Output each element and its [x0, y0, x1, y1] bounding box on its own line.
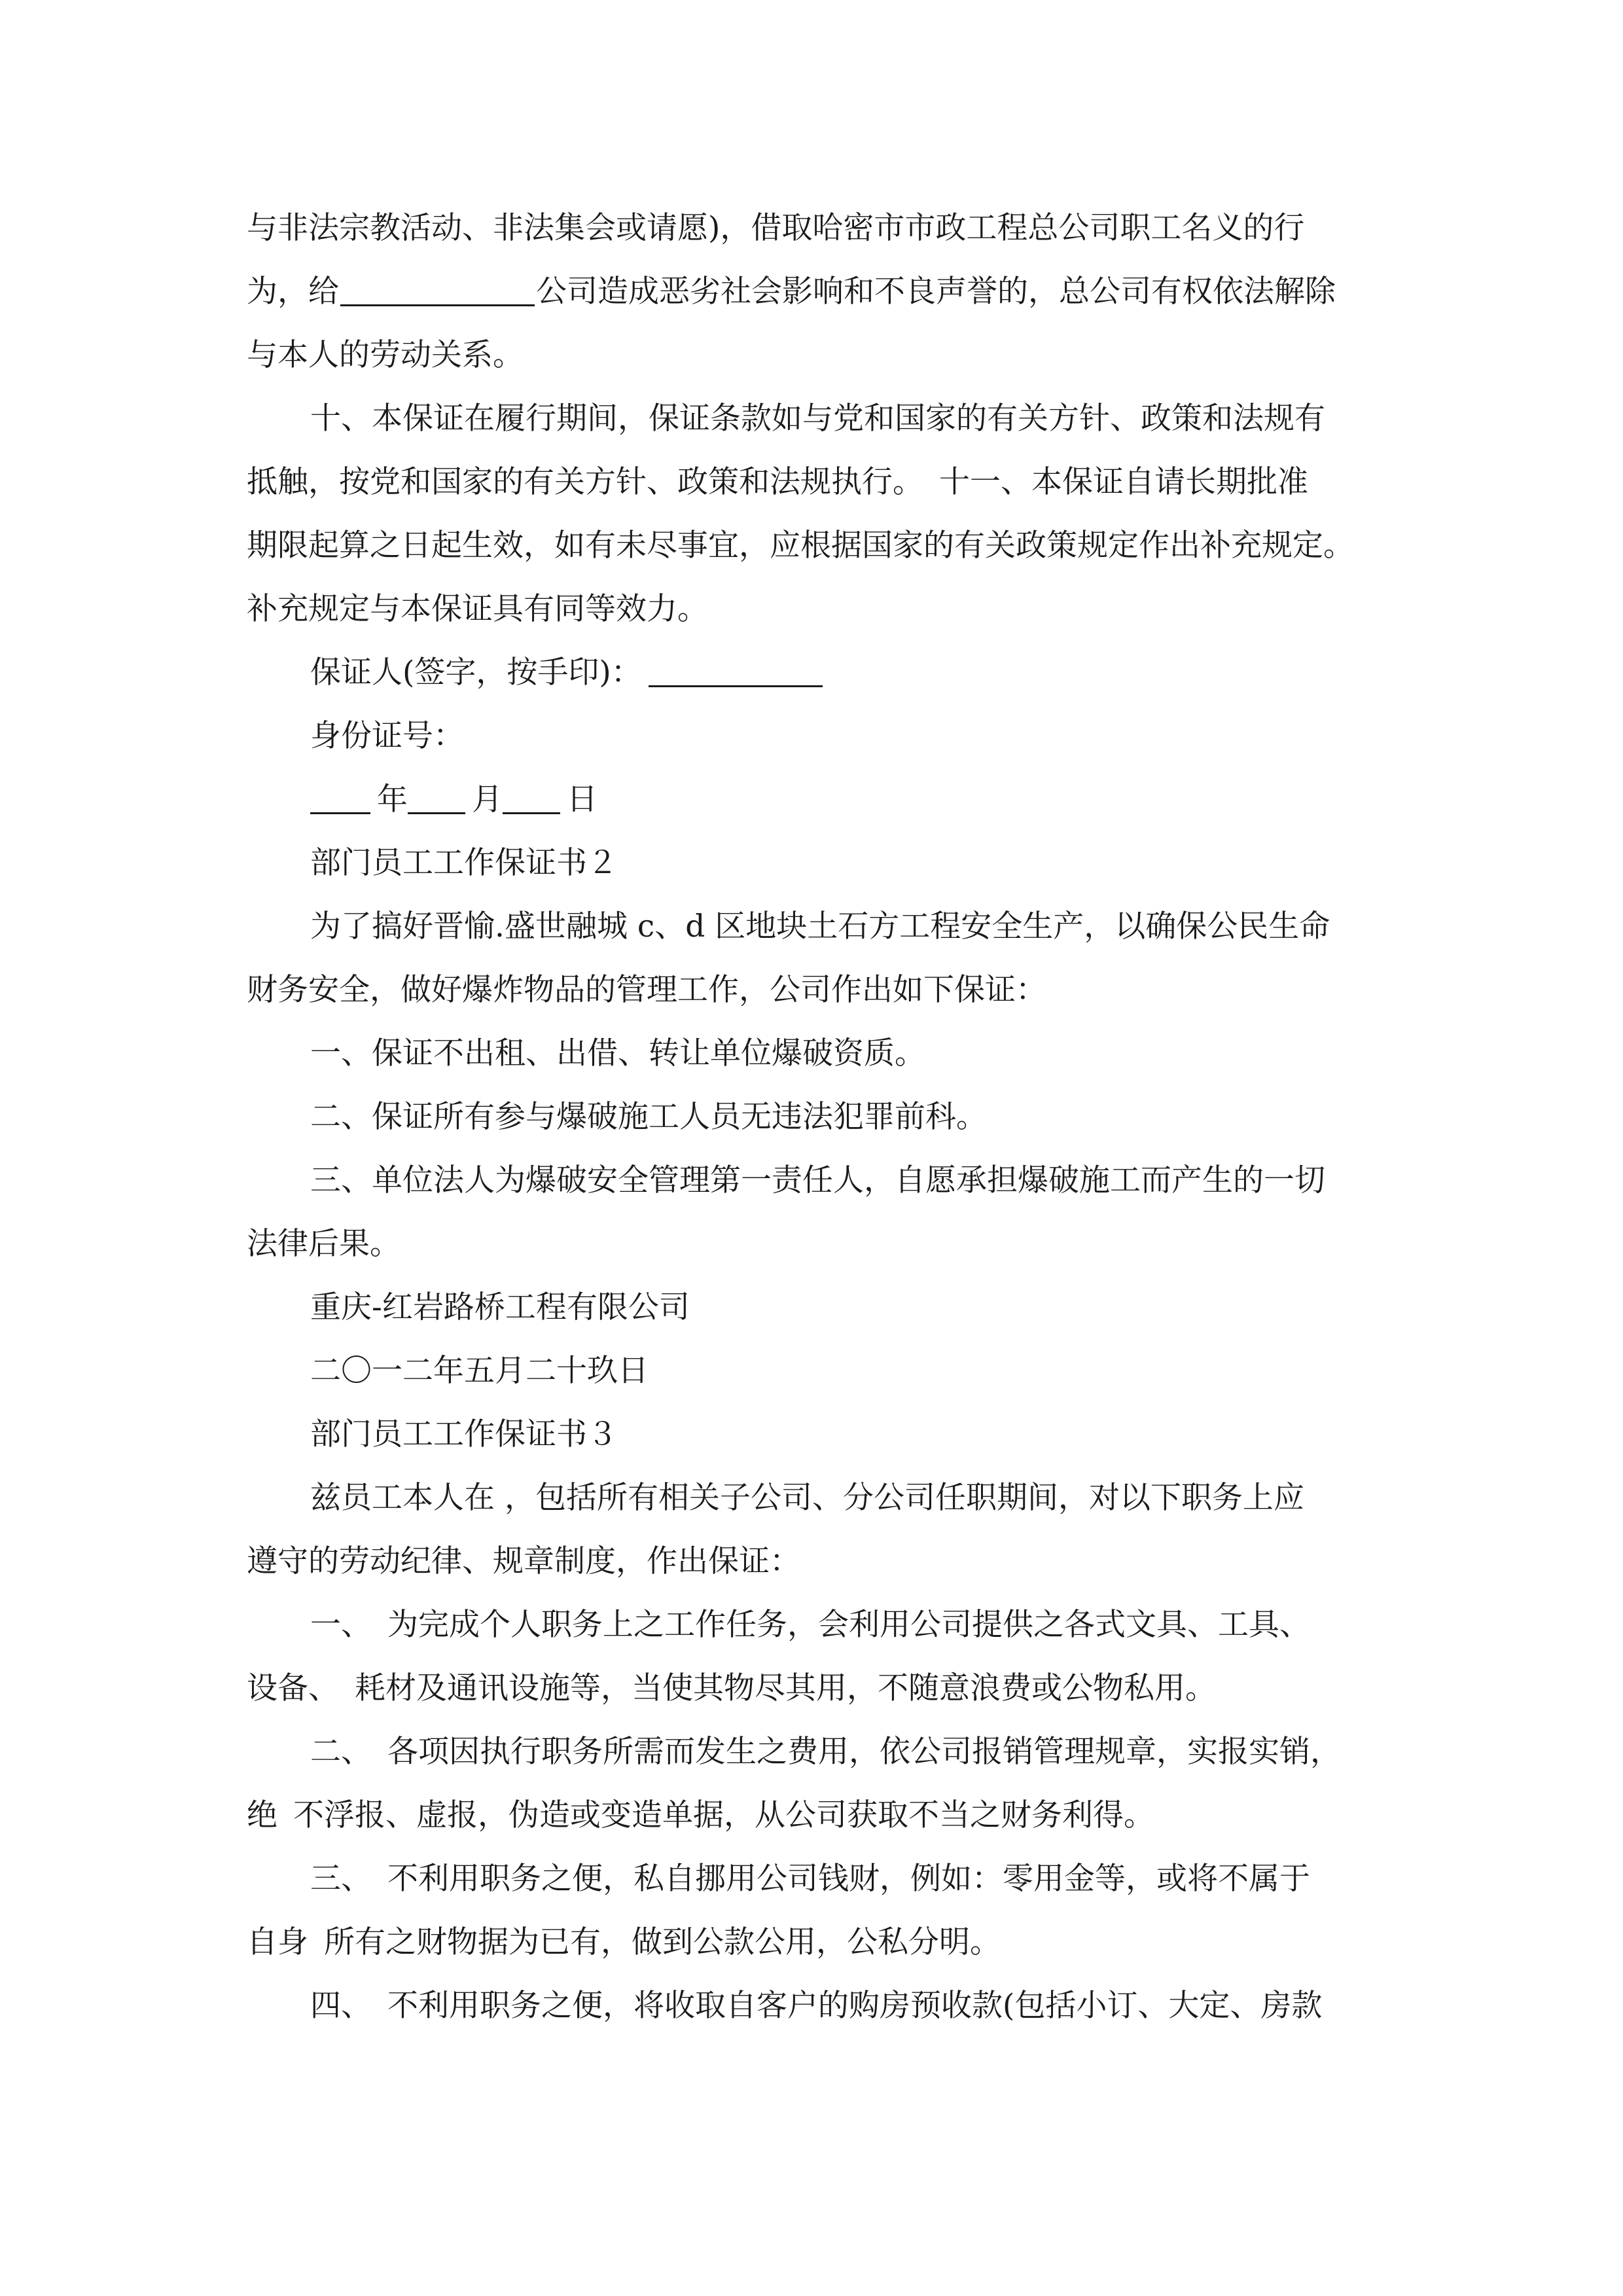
text-line [247, 895, 1385, 958]
blank-company-line [340, 277, 535, 306]
text: 为了搞好晋愉.盛世融城 c、d 区地块土石方工程安全生产，以确保公民生命 [310, 908, 1330, 944]
text: 不利用职务之便，私自挪用公司钱财，例如：零用金等，或将不属于 [387, 1861, 1310, 1897]
text: 与非法宗教活动、非法集会或请愿)，借取哈密市市政工程总公司职工名义的行 [247, 210, 1305, 246]
text: 期限起算之日起生效，如有未尽事宜，应根据国家的有关政策规定作出补充规定。 [247, 528, 1354, 564]
text: 耗材及通讯设施等，当使其物尽其用，不随意浪费或公物私用。 [355, 1670, 1216, 1706]
blank-signature-line [649, 658, 823, 687]
paragraph-ten [247, 387, 1385, 450]
document-body [247, 196, 1385, 2037]
section-title-2 [247, 831, 1385, 895]
text: 绝 [247, 1797, 277, 1833]
text: 为完成个人职务上之工作任务，会利用公司提供之各式文具、工具、 [387, 1607, 1310, 1643]
text: 不利用职务之便，将收取自客户的购房预收款(包括小订、大定、房款 [387, 1988, 1323, 2024]
company-name [247, 1276, 1385, 1339]
text: 十、本保证在履行期间，保证条款如与党和国家的有关方针、政策和法规有 [310, 401, 1325, 437]
text: 补充规定与本保证具有同等效力。 [247, 591, 708, 627]
text: 设备、 [247, 1670, 339, 1706]
section-title-3 [247, 1403, 1385, 1466]
text: 遵守的劳动纪律、规章制度，作出保证： [247, 1543, 800, 1579]
text: 所有之财物据为已有，做到公款公用，公私分明。 [324, 1924, 1001, 1960]
text-line [247, 196, 1385, 260]
text: 一、保证不出租、出借、转让单位爆破资质。 [310, 1035, 925, 1071]
text-line [247, 514, 1385, 577]
list-item [247, 1593, 1385, 1657]
year-label: 年 [377, 781, 408, 817]
text: 不浮报、虚报，伪造或变造单据，从公司获取不当之财务利得。 [293, 1797, 1154, 1833]
document-date [247, 1339, 1385, 1403]
text-line [247, 577, 1385, 641]
list-item [247, 1085, 1385, 1149]
heading: 部门员工工作保证书３ [310, 1416, 618, 1452]
item-number: 三、 [310, 1861, 372, 1897]
date-line [247, 768, 1385, 831]
text-line [247, 1466, 1385, 1530]
day-label: 日 [567, 781, 597, 817]
item-number: 一、 [310, 1607, 372, 1643]
text: 法律后果。 [247, 1226, 401, 1262]
text: 三、单位法人为爆破安全管理第一责任人，自愿承担爆破施工而产生的一切 [310, 1162, 1325, 1198]
blank-day-line [503, 785, 560, 814]
id-number-label: 身份证号： [310, 718, 464, 754]
text: 兹员工本人在 ，包括所有相关子公司、分公司任职期间，对以下职务上应 [310, 1480, 1304, 1516]
signature-label: 保证人(签字，按手印)： [310, 655, 642, 691]
text-line [247, 958, 1385, 1022]
text: 财务安全，做好爆炸物品的管理工作，公司作出如下保证： [247, 972, 1046, 1008]
text: 抵触，按党和国家的有关方针、政策和法规执行。 [247, 464, 923, 500]
text-line [247, 323, 1385, 387]
text-line [247, 1910, 1385, 1974]
text: 重庆-红岩路桥工程有限公司 [310, 1289, 690, 1325]
list-item [247, 1847, 1385, 1910]
item-number: 四、 [310, 1988, 372, 2024]
text: 与本人的劳动关系。 [247, 337, 524, 373]
text: 各项因执行职务所需而发生之费用，依公司报销管理规章，实报实销， [387, 1734, 1341, 1770]
signature-line [247, 641, 1385, 704]
text: 二〇一二年五月二十玖日 [310, 1353, 649, 1389]
text-line [247, 1784, 1385, 1847]
blank-month-line [408, 785, 465, 814]
text: 十一、本保证自请长期批准 [939, 464, 1308, 500]
text-line [247, 1212, 1385, 1276]
text: 二、保证所有参与爆破施工人员无违法犯罪前科。 [310, 1099, 987, 1135]
blank-year-line [310, 785, 370, 814]
text: 自身 [247, 1924, 308, 1960]
list-item [247, 1974, 1385, 2037]
list-item [247, 1720, 1385, 1784]
text-line [247, 1530, 1385, 1593]
text-line [247, 260, 1385, 323]
text-line [247, 450, 1385, 514]
heading: 部门员工工作保证书２ [310, 845, 618, 881]
item-number: 二、 [310, 1734, 372, 1770]
id-number-line [247, 704, 1385, 768]
list-item [247, 1149, 1385, 1212]
text-line [247, 1657, 1385, 1720]
month-label: 月 [472, 781, 503, 817]
list-item [247, 1022, 1385, 1085]
text: 公司造成恶劣社会影响和不良声誉的，总公司有权依法解除 [536, 274, 1336, 310]
text: 为，给 [247, 274, 339, 310]
